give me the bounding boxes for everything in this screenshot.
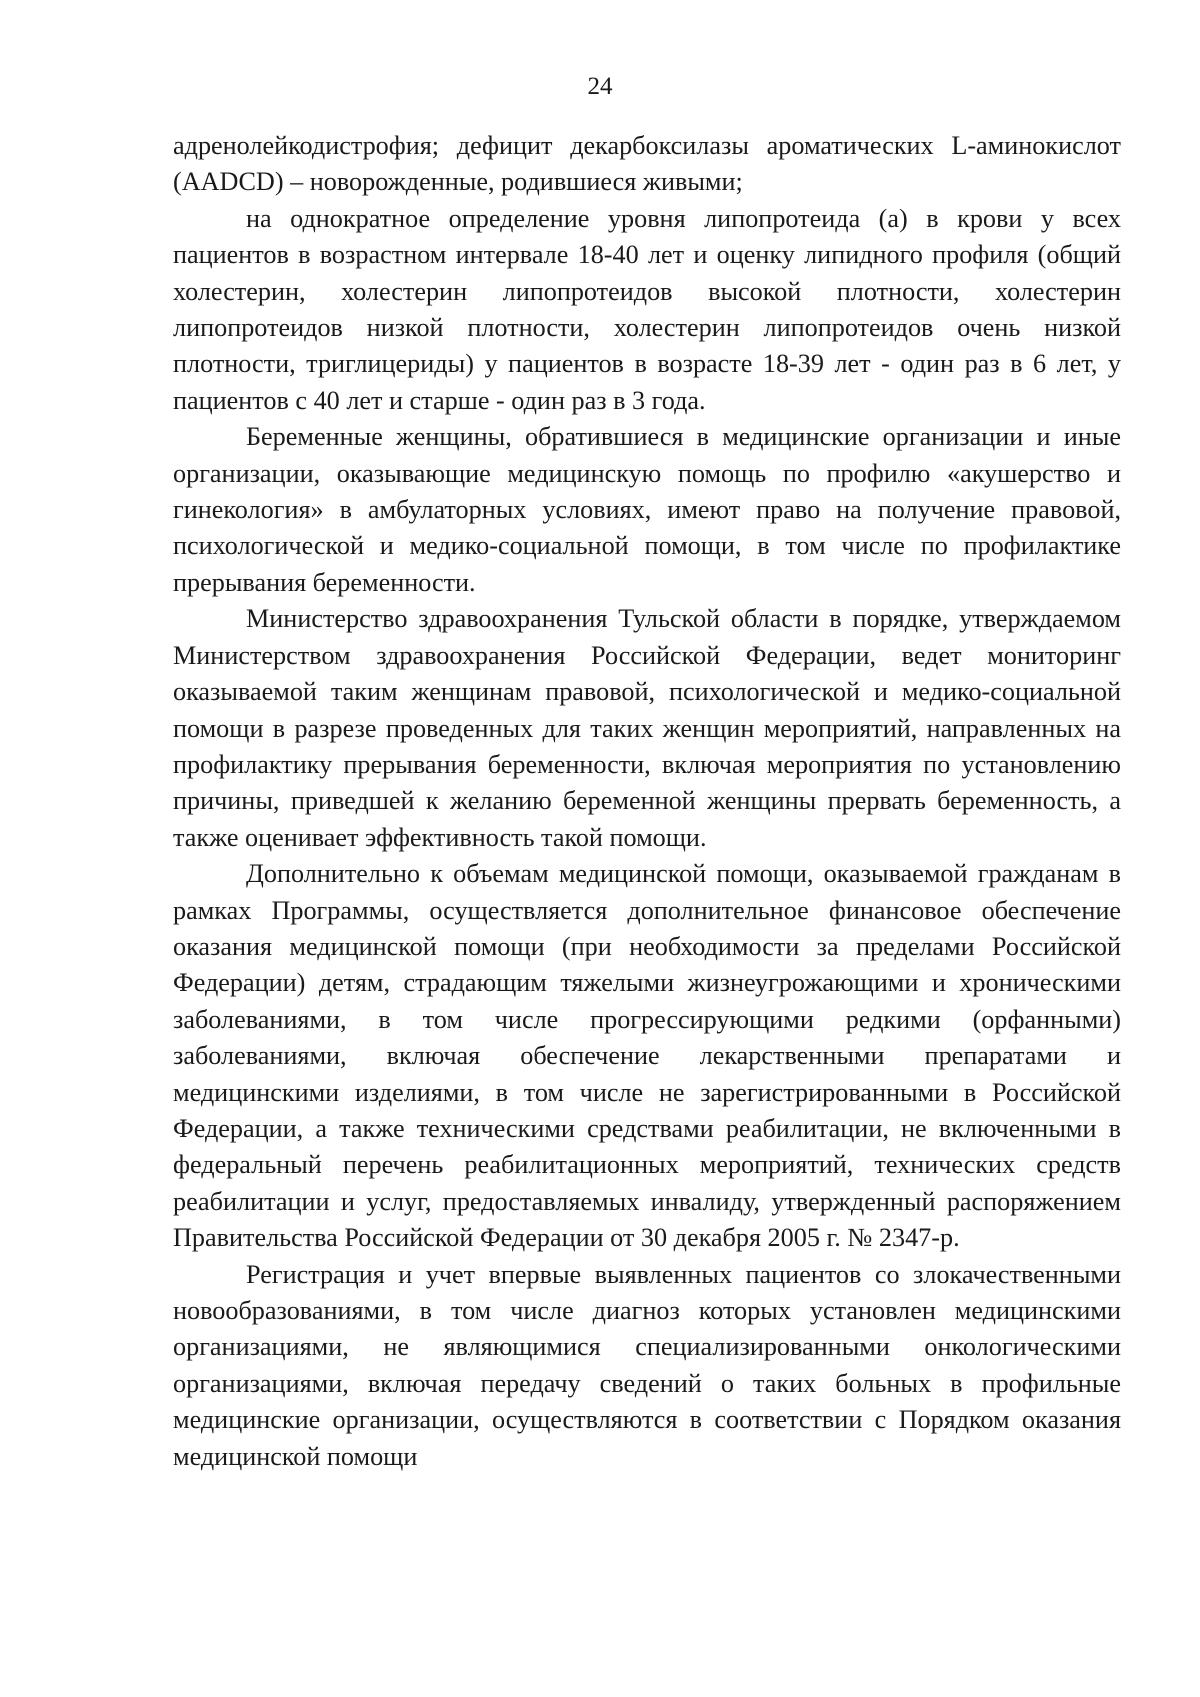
paragraph-continuation: адренолейкодистрофия; дефицит декарбоксилазы ароматических L-аминокислот (AADCD) – новорожденные, родившиеся живыми; <box>173 131 1121 197</box>
paragraph-lipoprotein: на однократное определение уровня липопротеида (а) в крови у всех пациентов в возрастном интервале 18-40 лет и оценку липидного профиля (общий холестерин, холестерин липопротеидов высокой плотности, холестерин липопротеидов низкой плотности, холестерин липопротеидов очень низкой плотности, триглицериды) у пациентов в возрасте 18-39 лет - один раз в 6 лет, у пациентов с 40 лет и старше - один раз в 3 года. <box>173 203 1121 415</box>
page-number: 24 <box>587 73 613 100</box>
paragraph-registration: Регистрация и учет впервые выявленных пациентов со злокачественными новообразованиями, в том числе диагноз которых установлен медицинскими организациями, не являющимися специализированными онкологическими организациями, включая передачу сведений о таких больных в профильные медицинские организации, осуществляются в соответствии с Порядком оказания медицинской помощи <box>173 1259 1121 1471</box>
paragraph-ministry-monitoring: Министерство здравоохранения Тульской области в порядке, утверждаемом Министерством здравоохранения Российской Федерации, ведет мониторинг оказываемой таким женщинам правовой, психологической и медико-социальной помощи в разрезе проведенных для таких женщин мероприятий, направленных на профилактику прерывания беременности, включая мероприятия по установлению причины, приведшей к желанию беременной женщины прервать беременность, а также оценивает эффективность такой помощи. <box>173 604 1121 852</box>
paragraph-pregnant-women: Беременные женщины, обратившиеся в медицинские организации и иные организации, оказывающие медицинскую помощь по профилю «акушерство и гинекология» в амбулаторных условиях, имеют право на получение правовой, психологической и медико-социальной помощи, в том числе по профилактике прерывания беременности. <box>173 422 1121 597</box>
document-body <box>173 128 1121 1475</box>
paragraph-additional-funding: Дополнительно к объемам медицинской помощи, оказываемой гражданам в рамках Программы, осуществляется дополнительное финансовое обеспечение оказания медицинской помощи (при необходимости за пределами Российской Федерации) детям, страдающим тяжелыми жизнеугрожающими и хроническими заболеваниями, в том числе прогрессирующими редкими (орфанными) заболеваниями, включая обеспечение лекарственными препаратами и медицинскими изделиями, в том числе не зарегистрированными в Российской Федерации, а также техническими средствами реабилитации, не включенными в федеральный перечень реабилитационных мероприятий, технических средств реабилитации и услуг, предоставляемых инвалиду, утвержденный распоряжением Правительства Российской Федерации от 30 декабря 2005 г. № 2347-р. <box>173 859 1121 1253</box>
